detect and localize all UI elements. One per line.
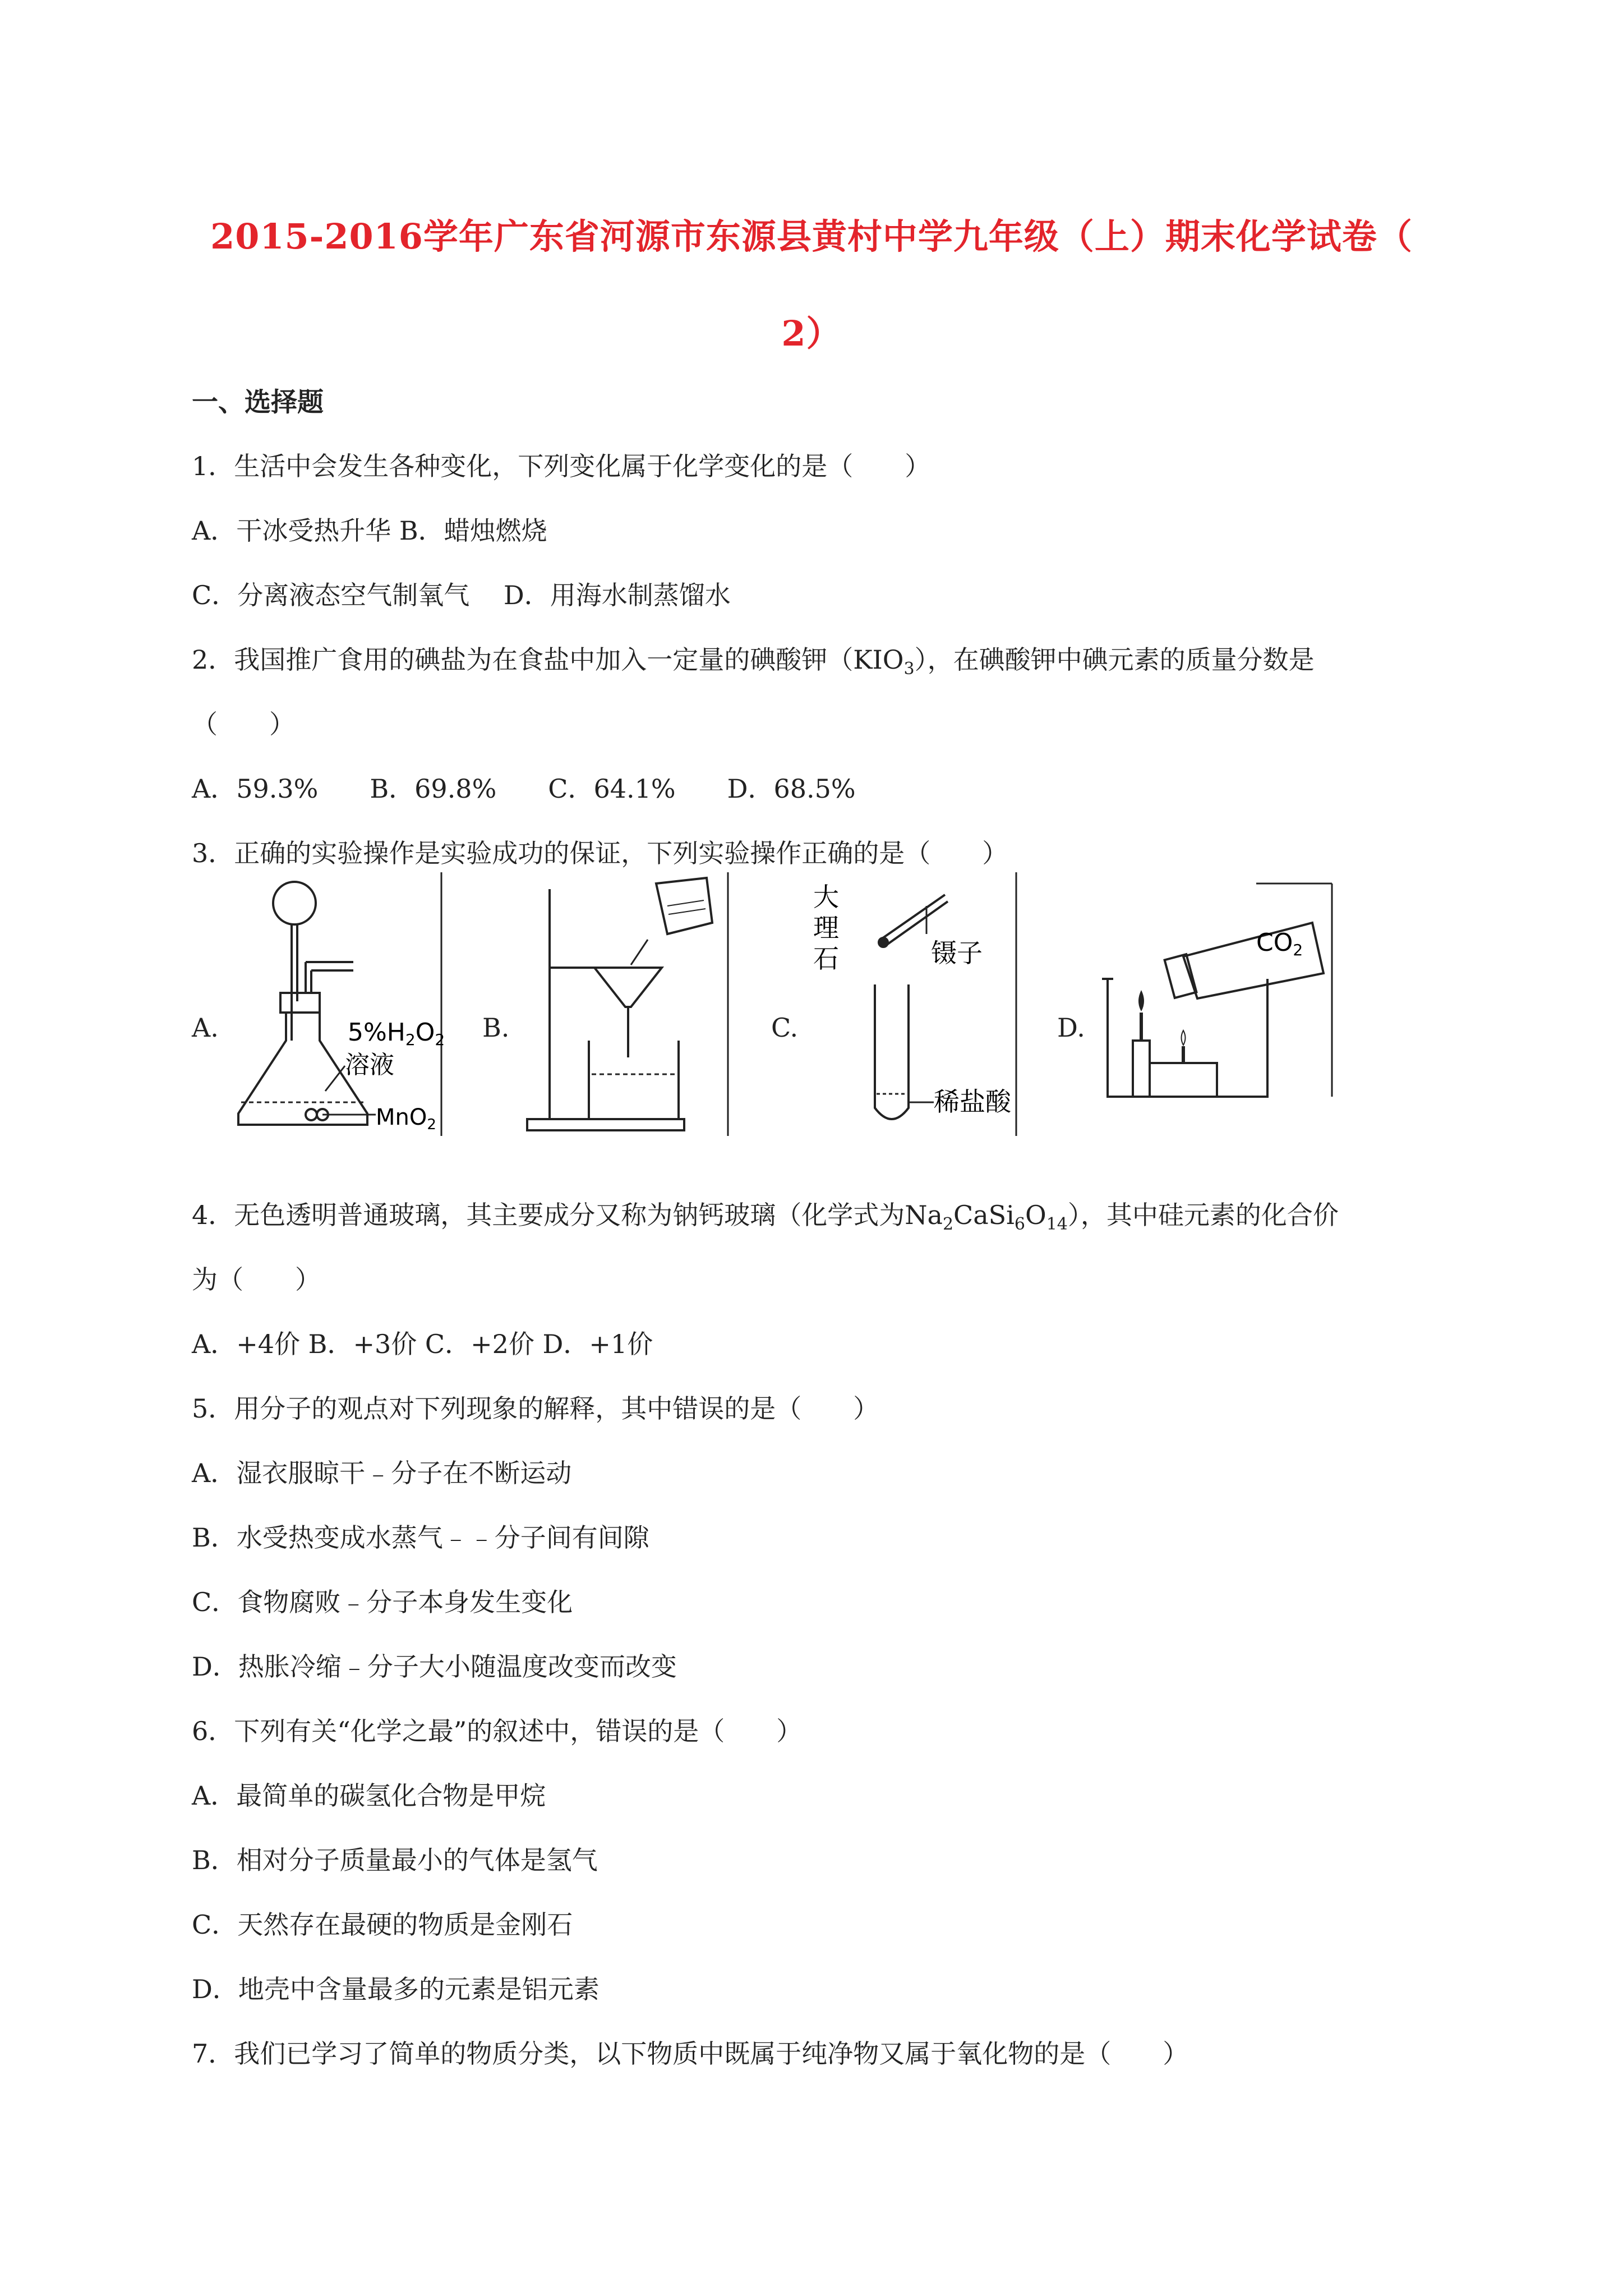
marble-label-2: 理 (813, 913, 839, 943)
q6-option-c: C．天然存在最硬的物质是金刚石 (192, 1910, 573, 1940)
q4-stem: 4．无色透明普通玻璃，其主要成分又称为钠钙玻璃（化学式为$Na_2CaSi_6O_{14}$），其中硅元素的化合价 (192, 1200, 1339, 1235)
q6-option-a: A．最简单的碳氢化合物是甲烷 (192, 1780, 546, 1811)
q3-label-b: B. (482, 1013, 510, 1043)
solution-label: 溶液 (345, 1051, 394, 1079)
q1-stem: 1．生活中会发生各种变化，下列变化属于化学变化的是（ ） (192, 451, 931, 481)
q2-options: A．59.3% B．69.8% C．64.1% D．68.5% (192, 774, 856, 804)
q4-stem-continued: 为（ ） (192, 1264, 321, 1295)
q3-label-d: D. (1057, 1013, 1085, 1043)
h2o2-label: 5%H2O2 (348, 1018, 445, 1049)
q5-option-b: B．水受热变成水蒸气﹣﹣分子间有间隙 (192, 1522, 649, 1553)
q3-label-c: C. (771, 1013, 799, 1043)
q3-label-a: A. (192, 1013, 219, 1043)
q3-stem: 3．正确的实验操作是实验成功的保证，下列实验操作正确的是（ ） (192, 838, 1008, 868)
marble-label-3: 石 (813, 944, 839, 974)
marble-label-1: 大 (813, 882, 839, 912)
co2-label: CO2 (1256, 928, 1303, 959)
figure-c-test-tube-apparatus (808, 872, 1021, 1136)
q4-options: A．+4价 B．+3价 C．+2价 D．+1价 (192, 1329, 653, 1359)
q6-option-d: D．地壳中含量最多的元素是铝元素 (192, 1974, 600, 2004)
q1-options-ab: A．干冰受热升华 B．蜡烛燃烧 (192, 516, 547, 546)
figure-b-filtration-apparatus (516, 872, 729, 1136)
exam-title-line2: 2） (781, 313, 842, 354)
q2-stem-continued: （ ） (192, 709, 295, 739)
tweezers-label: 镊子 (931, 938, 983, 968)
dilute-hcl-label: 稀盐酸 (934, 1087, 1011, 1117)
q7-stem: 7．我们已学习了简单的物质分类，以下物质中既属于纯净物又属于氧化物的是（ ） (192, 2039, 1189, 2069)
exam-title-line1: 2015-2016学年广东省河源市东源县黄村中学九年级（上）期末化学试卷（ (210, 216, 1413, 257)
q6-stem: 6．下列有关“化学之最”的叙述中，错误的是（ ） (192, 1716, 803, 1746)
q5-stem: 5．用分子的观点对下列现象的解释，其中错误的是（ ） (192, 1393, 879, 1424)
q5-option-d: D．热胀冷缩﹣分子大小随温度改变而改变 (192, 1651, 677, 1682)
q5-option-c: C．食物腐败﹣分子本身发生变化 (192, 1587, 573, 1617)
mno2-label: MnO$_2$ (376, 1105, 436, 1133)
q1-options-cd: C．分离液态空气制氧气 D．用海水制蒸馏水 (192, 580, 731, 610)
q2-stem: 2．我国推广食用的碘盐为在食盐中加入一定量的碘酸钾$(KIO_3)$，在碘酸钾中碘元素的质量分数是 (192, 645, 1315, 679)
figure-a-flask-apparatus (227, 872, 449, 1136)
section-heading: 一、选择题 (192, 387, 324, 418)
q5-option-a: A．湿衣服晾干﹣分子在不断运动 (192, 1458, 572, 1488)
figure-d-co2-candles-apparatus (1099, 872, 1335, 1136)
q6-option-b: B．相对分子质量最小的气体是氢气 (192, 1845, 598, 1875)
